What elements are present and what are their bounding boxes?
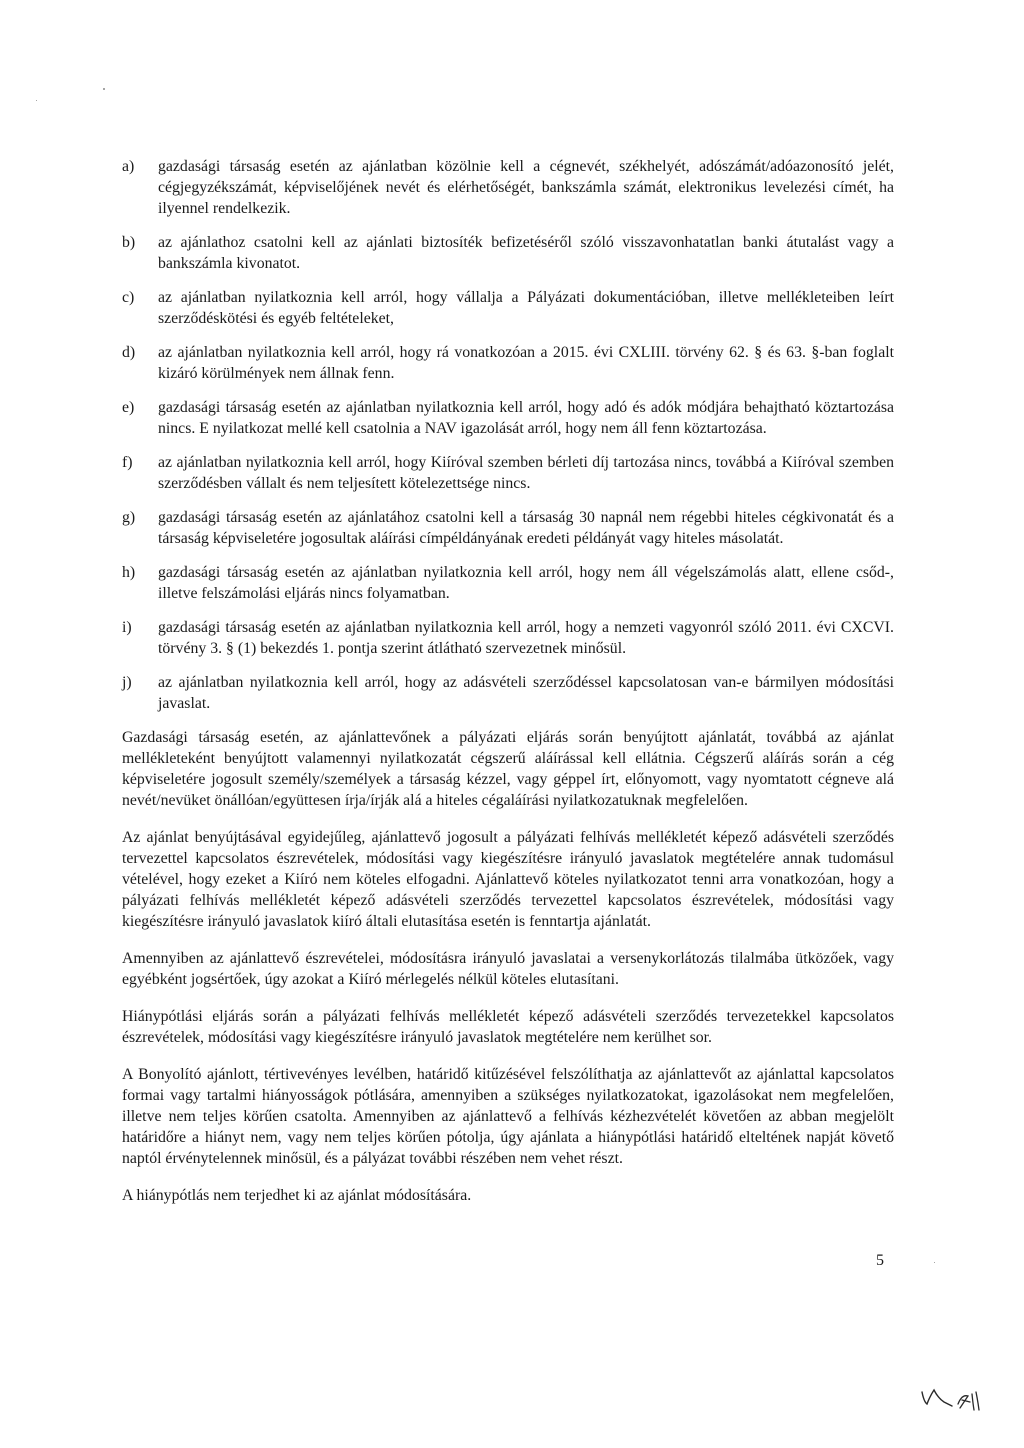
scan-speck [36, 100, 37, 101]
body-paragraph: A Bonyolító ajánlott, tértivevényes levélben, határidő kitűzésével felszólíthatja az ajánlattevőt az ajánlattal kapcsolatos formai vagy tartalmi hiányosságok pótlására, amennyiben a szükséges nyilatkozatokat, igazolásokat nem megfelelően, illetve nem teljes körűen csatolta. Amennyiben az ajánlattevő a felhívás kézhezvételét követően az abban megjelölt határidőre a hiányt nem, vagy nem teljes körűen pótolja, úgy ajánlata a hiánypótlási határidő elteltének napját követő naptól érvénytelennek minősül, és a pályázat további részében nem vehet részt. [122, 1066, 894, 1167]
list-item-text: gazdasági társaság esetén az ajánlatához csatolni kell a társaság 30 napnál nem régebbi hiteles cégkivonatát és a társaság képviseletére jogosultak aláírási címpéldányának eredeti példányát vagy hiteles másolatát. [158, 509, 894, 547]
list-item [122, 287, 894, 329]
list-item-text: gazdasági társaság esetén az ajánlatban nyilatkoznia kell arról, hogy nem áll végelszámolás alatt, ellene csőd-, illetve felszámolási eljárás nincs folyamatban. [158, 564, 894, 602]
list-item-text: az ajánlathoz csatolni kell az ajánlati biztosíték befizetéséről szóló visszavonhatatlan banki átutalást vagy a bankszámla kivonatot. [158, 234, 894, 272]
body-paragraph: Gazdasági társaság esetén, az ajánlattevőnek a pályázati eljárás során benyújtott ajánlatát, továbbá az ajánlat mellékleteként benyújtott valamennyi nyilatkozatát cégszerű aláírással kell ellátnia. Cégszerű aláírás során a cég képviseletére jogosult személy/személyek a társaság kézzel, vagy géppel írt, előnyomott, vagy nyomtatott cégneve alá nevét/nevüket önállóan/együttesen írja/írják alá a hiteles cégaláírási nyilatkozatuknak megfelelően. [122, 729, 894, 809]
list-marker: d) [122, 344, 136, 361]
list-item [122, 452, 894, 494]
list-item [122, 562, 894, 604]
page-number: 5 [876, 1252, 884, 1269]
list-item [122, 507, 894, 549]
body-paragraph: Az ajánlat benyújtásával egyidejűleg, ajánlattevő jogosult a pályázati felhívás mellékletét képező adásvételi szerződés tervezettel kapcsolatos észrevételek, módosítási vagy kiegészítésre irányuló javaslatok megtételére annak tudomásul vételével, hogy ezeket a Kiíró nem köteles elfogadni. Ajánlattevő köteles nyilatkozatot tenni arra vonatkozóan, hogy a pályázati felhívás mellékletét képező adásvételi szerződés tervezettel kapcsolatos észrevételek, módosítási vagy kiegészítésre irányuló javaslatok kiíró általi elutasítása esetén is fenntartja ajánlatát. [122, 829, 894, 930]
list-item-text: az ajánlatban nyilatkoznia kell arról, hogy az adásvételi szerződéssel kapcsolatosan van-e bármilyen módosítási javaslat. [158, 674, 894, 712]
body-paragraph: A hiánypótlás nem terjedhet ki az ajánlat módosítására. [122, 1187, 472, 1204]
list-marker: g) [122, 509, 136, 526]
list-item-text: az ajánlatban nyilatkoznia kell arról, hogy rá vonatkozóan a 2015. évi CXLIII. törvény 62. § és 63. §-ban foglalt kizáró körülmények nem állnak fenn. [158, 344, 894, 382]
list-marker: i) [122, 619, 132, 636]
list-item-text: gazdasági társaság esetén az ajánlatban nyilatkoznia kell arról, hogy a nemzeti vagyonról szóló 2011. évi CXCVI. törvény 3. § (1) bekezdés 1. pontja szerint átlátható szervezetnek minősül. [158, 619, 894, 657]
list-marker: a) [122, 158, 135, 175]
scan-speck [103, 88, 105, 90]
list-item-text: gazdasági társaság esetén az ajánlatban közölnie kell a cégnevét, székhelyét, adószámát/adóazonosító jelét, cégjegyzékszámát, képviselőjének nevét és elérhetőségét, bankszámla számát, elektronikus levelezési címét, ha ilyennel rendelkezik. [158, 158, 894, 217]
list-item-text: az ajánlatban nyilatkoznia kell arról, hogy Kiíróval szemben bérleti díj tartozása nincs, továbbá a Kiíróval szemben szerződésben vállalt és nem teljesített kötelezettsége nincs. [158, 454, 894, 492]
list-marker: b) [122, 234, 136, 251]
list-marker: e) [122, 399, 135, 416]
list-item-text: az ajánlatban nyilatkoznia kell arról, hogy vállalja a Pályázati dokumentációban, illetve mellékleteiben leírt szerződéskötési és egyéb feltételeket, [158, 289, 894, 327]
list-item [122, 397, 894, 439]
body-paragraph: Amennyiben az ajánlattevő észrevételei, módosításra irányuló javaslatai a versenykorlátozás tilalmába ütközőek, vagy egyébként jogsértőek, úgy azokat a Kiíró mérlegelés nélkül köteles elutasítani. [122, 950, 894, 988]
document-body [122, 156, 894, 1222]
list-item-text: gazdasági társaság esetén az ajánlatban nyilatkoznia kell arról, hogy adó és adók módjára behajtható köztartozása nincs. E nyilatkozat mellé kell csatolnia a NAV igazolását arról, hogy nem áll fenn köztartozása. [158, 399, 894, 437]
requirements-list [122, 156, 894, 714]
list-item [122, 342, 894, 384]
scan-speck [934, 1262, 935, 1263]
list-item [122, 156, 894, 219]
list-marker: c) [122, 289, 135, 306]
list-marker: h) [122, 564, 136, 581]
list-item [122, 672, 894, 714]
body-paragraph: Hiánypótlási eljárás során a pályázati felhívás mellékletét képező adásvételi szerződés tervezetekkel kapcsolatos észrevételek, módosítási vagy kiegészítésre irányuló javaslatok megtételére nem kerülhet sor. [122, 1008, 894, 1046]
list-item [122, 232, 894, 274]
list-marker: j) [122, 674, 132, 691]
handwritten-initials [918, 1380, 988, 1414]
list-item [122, 617, 894, 659]
list-marker: f) [122, 454, 133, 471]
